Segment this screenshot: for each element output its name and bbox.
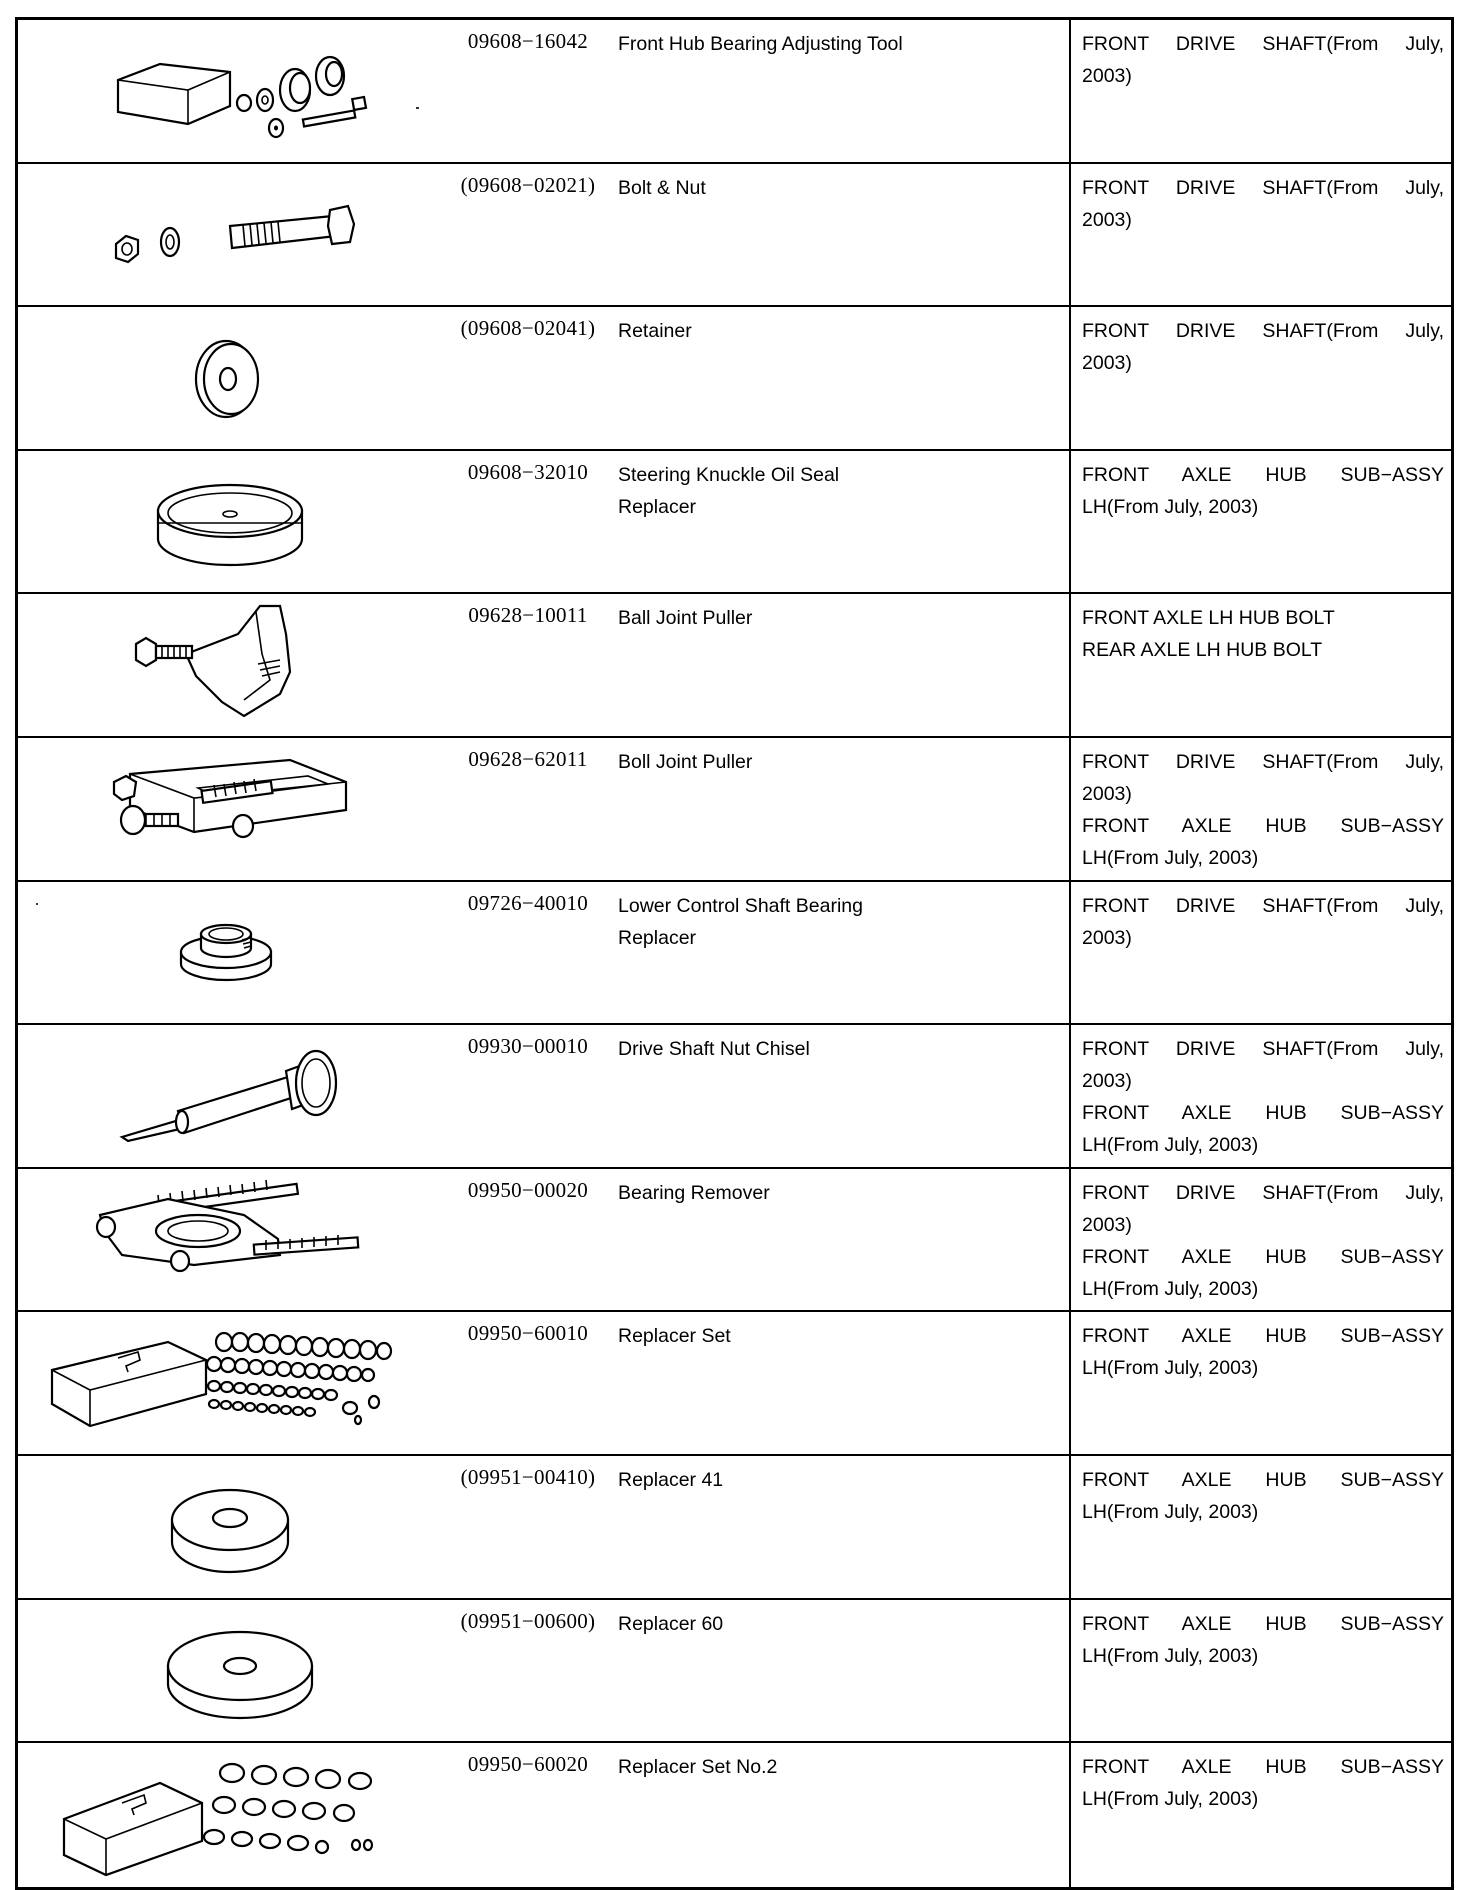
part-number: 09608−16042 [467, 29, 589, 53]
tool-name-line: Replacer Set No.2 [618, 1756, 778, 1779]
usage-line: LH(From July, 2003) [1082, 1500, 1259, 1523]
usage-line: FRONT AXLE HUB SUB−ASSY [1082, 1468, 1444, 1491]
usage-line: FRONT DRIVE SHAFT(From July, [1082, 33, 1444, 55]
tool-name-line: Replacer [618, 926, 697, 949]
usage-line: FRONT AXLE HUB SUB−ASSY [1082, 1325, 1444, 1348]
tool-name [618, 602, 1063, 634]
column-divider [1069, 1743, 1071, 1887]
column-divider [1069, 307, 1071, 449]
usage-line: LH(From July, 2003) [1082, 1644, 1259, 1667]
usage-line: FRONT AXLE LH HUB BOLT [1082, 607, 1335, 630]
column-divider [1069, 882, 1071, 1024]
column-divider [1069, 1169, 1071, 1311]
usage-line: FRONT AXLE HUB SUB−ASSY [1082, 1756, 1444, 1779]
ball-joint-puller-illustration [18, 594, 443, 736]
usage-line: 2003) [1082, 1070, 1132, 1093]
column-divider [1069, 1600, 1071, 1742]
tool-row [18, 20, 1451, 164]
tool-row [18, 164, 1451, 308]
usage-line: FRONT AXLE HUB SUB−ASSY [1082, 1245, 1444, 1268]
column-divider [1069, 20, 1071, 162]
tool-row [18, 1600, 1451, 1744]
nut-chisel-illustration [18, 1025, 443, 1167]
usage-line: FRONT AXLE HUB SUB−ASSY [1082, 463, 1444, 486]
tool-name-line: Ball Joint Puller [618, 607, 753, 630]
column-divider [1069, 1312, 1071, 1454]
part-number: 09930−00010 [467, 1034, 589, 1059]
part-number: (09608−02021) [460, 172, 596, 197]
usage-line: LH(From July, 2003) [1082, 1357, 1259, 1380]
retainer-washer-illustration [18, 307, 443, 449]
part-number: (09608−02041) [460, 316, 596, 341]
usage-line: LH(From July, 2003) [1082, 495, 1259, 518]
bolt-and-nut-illustration [18, 164, 443, 306]
tool-usage [1082, 1177, 1444, 1305]
tool-name-line: Bolt & Nut [618, 176, 706, 199]
tool-usage [1082, 1033, 1444, 1161]
column-divider [1069, 451, 1071, 593]
part-number: 09608−32010 [467, 459, 589, 484]
tool-usage [1082, 890, 1444, 954]
tool-usage [1082, 1608, 1444, 1672]
tool-name-line: Steering Knuckle Oil Seal [618, 463, 840, 486]
tool-usage [1082, 746, 1444, 874]
tool-name [618, 1751, 1063, 1783]
tool-row [18, 1312, 1451, 1456]
column-divider [1069, 1456, 1071, 1598]
replacer-60-disc-illustration [18, 1600, 443, 1742]
column-divider [1069, 738, 1071, 880]
tool-row [18, 594, 1451, 738]
tool-usage [1082, 602, 1444, 666]
usage-line: 2003) [1082, 352, 1132, 375]
usage-line: FRONT DRIVE SHAFT(From July, [1082, 1181, 1444, 1204]
tool-row [18, 738, 1451, 882]
part-number: (09951−00600) [460, 1608, 596, 1633]
usage-line: 2003) [1082, 65, 1132, 87]
tool-usage [1082, 1464, 1444, 1528]
part-number: 09726−40010 [467, 890, 589, 915]
tool-row [18, 1169, 1451, 1313]
tool-name-line: Boll Joint Puller [618, 750, 753, 773]
tool-usage [1082, 28, 1444, 92]
tool-row [18, 1025, 1451, 1169]
bearing-replacer-illustration [18, 882, 443, 1024]
tool-name-line: Replacer [618, 495, 697, 518]
usage-line: LH(From July, 2003) [1082, 1788, 1259, 1811]
part-number: 09628−62011 [468, 746, 588, 771]
tool-name [618, 746, 1063, 778]
replacer-41-disc-illustration [18, 1456, 443, 1598]
part-number: 09950−00020 [467, 1177, 589, 1202]
tool-name [618, 459, 1063, 523]
tool-name-line: Replacer Set [618, 1325, 731, 1348]
tool-row [18, 1456, 1451, 1600]
tool-name-line: Drive Shaft Nut Chisel [618, 1038, 810, 1061]
tool-name [618, 1464, 1063, 1496]
tool-name [618, 1320, 1063, 1352]
tool-row [18, 882, 1451, 1026]
usage-line: FRONT AXLE HUB SUB−ASSY [1082, 1612, 1444, 1635]
tool-name [618, 1177, 1063, 1209]
part-number: 09628−10011 [468, 603, 588, 628]
tool-name [618, 28, 1063, 60]
tool-name [618, 1033, 1063, 1065]
tool-name-line: Front Hub Bearing Adjusting Tool [618, 33, 903, 55]
tool-row [18, 1743, 1451, 1887]
replacer-set-no2-case-illustration [18, 1743, 443, 1887]
tool-name [618, 890, 1063, 954]
column-divider [1069, 164, 1071, 306]
part-number: (09951−00410) [460, 1464, 596, 1489]
tool-row [18, 451, 1451, 595]
usage-line: FRONT DRIVE SHAFT(From July, [1082, 894, 1444, 917]
tool-usage [1082, 1751, 1444, 1815]
part-number: 09950−60020 [467, 1752, 589, 1777]
bearing-remover-illustration [18, 1169, 443, 1311]
usage-line: 2003) [1082, 926, 1132, 949]
usage-line: LH(From July, 2003) [1082, 1134, 1259, 1157]
part-number: 09950−60010 [467, 1321, 589, 1346]
tool-name-line: Retainer [618, 320, 692, 343]
usage-line: FRONT DRIVE SHAFT(From July, [1082, 320, 1444, 343]
column-divider [1069, 1025, 1071, 1167]
bearing-adjusting-tool-kit-illustration [18, 20, 443, 162]
tool-name [618, 1608, 1063, 1640]
column-divider [1069, 594, 1071, 736]
special-service-tools-table [15, 17, 1454, 1890]
usage-line: LH(From July, 2003) [1082, 1277, 1259, 1300]
usage-line: REAR AXLE LH HUB BOLT [1082, 639, 1323, 662]
usage-line: FRONT AXLE HUB SUB−ASSY [1082, 1102, 1444, 1125]
tool-name [618, 172, 1063, 204]
usage-line: 2003) [1082, 208, 1132, 231]
tool-usage [1082, 172, 1444, 236]
tool-usage [1082, 459, 1444, 523]
usage-line: 2003) [1082, 782, 1132, 805]
usage-line: FRONT DRIVE SHAFT(From July, [1082, 1038, 1444, 1061]
tool-name [618, 315, 1063, 347]
usage-line: LH(From July, 2003) [1082, 846, 1259, 869]
tool-usage [1082, 315, 1444, 379]
tool-name-line: Replacer 60 [618, 1612, 724, 1635]
usage-line: FRONT DRIVE SHAFT(From July, [1082, 176, 1444, 199]
tool-name-line: Bearing Remover [618, 1181, 770, 1204]
usage-line: FRONT DRIVE SHAFT(From July, [1082, 750, 1444, 773]
two-bolt-puller-illustration [18, 738, 443, 880]
oil-seal-replacer-illustration [18, 451, 443, 593]
usage-line: FRONT AXLE HUB SUB−ASSY [1082, 814, 1444, 837]
tool-row [18, 307, 1451, 451]
tool-name-line: Lower Control Shaft Bearing [618, 894, 863, 917]
tool-name-line: Replacer 41 [618, 1468, 724, 1491]
usage-line: 2003) [1082, 1213, 1132, 1236]
tool-usage [1082, 1320, 1444, 1384]
replacer-set-case-illustration [18, 1312, 443, 1454]
